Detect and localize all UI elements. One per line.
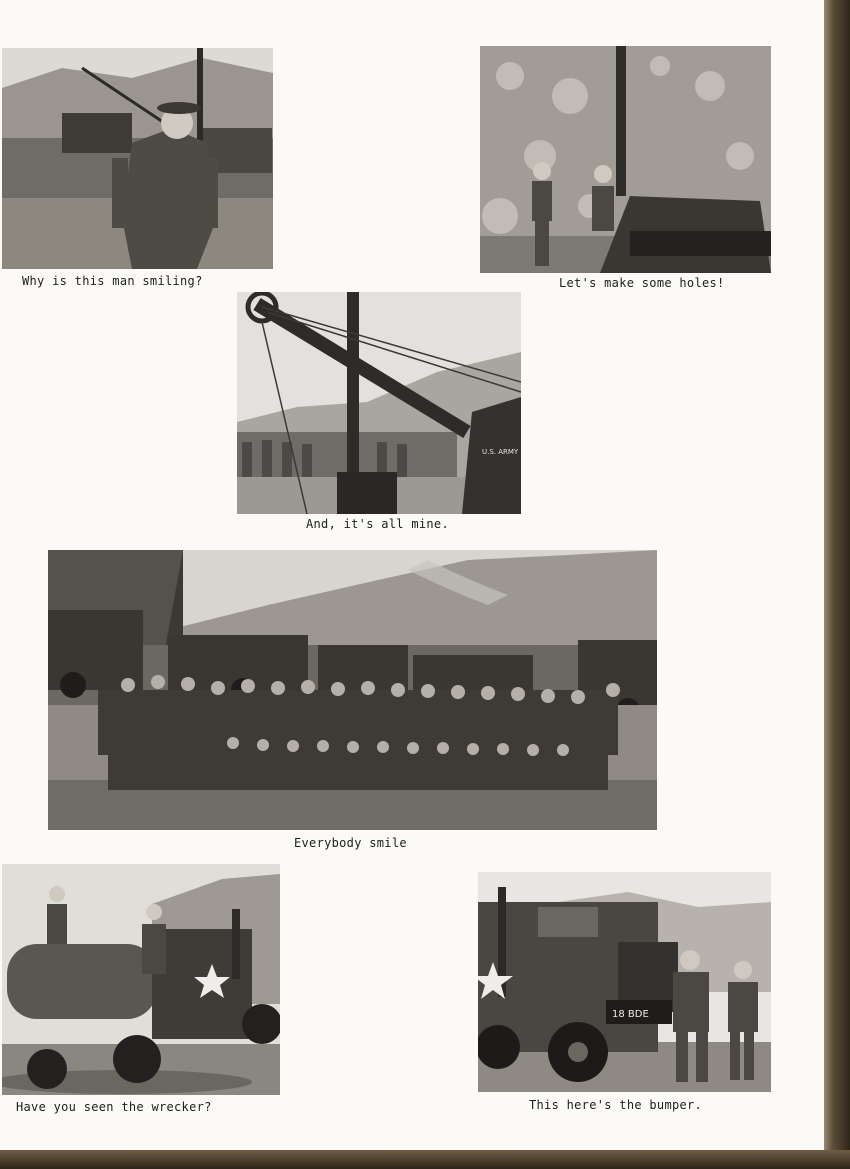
caption-photo4: Everybody smile: [294, 836, 407, 850]
book-binding: [824, 0, 850, 1169]
caption-photo1: Why is this man smiling?: [22, 274, 203, 288]
caption-photo5: Have you seen the wrecker?: [16, 1100, 212, 1114]
photo-drill-rig: [480, 46, 771, 273]
photo-bumper: [478, 872, 771, 1092]
photo-smiling-man: [2, 48, 273, 269]
caption-photo6: This here's the bumper.: [529, 1098, 703, 1112]
army-label-text: U.S. ARMY: [482, 448, 519, 456]
caption-photo2: Let's make some holes!: [559, 276, 725, 290]
photo-power-shovel: [237, 292, 521, 514]
photo-wrecker: [2, 864, 280, 1095]
truck-plate-text: 18 BDE: [612, 1009, 649, 1020]
photo-group: [48, 550, 657, 830]
caption-photo3: And, it's all mine.: [306, 517, 449, 531]
book-bottom-edge: [0, 1150, 850, 1169]
